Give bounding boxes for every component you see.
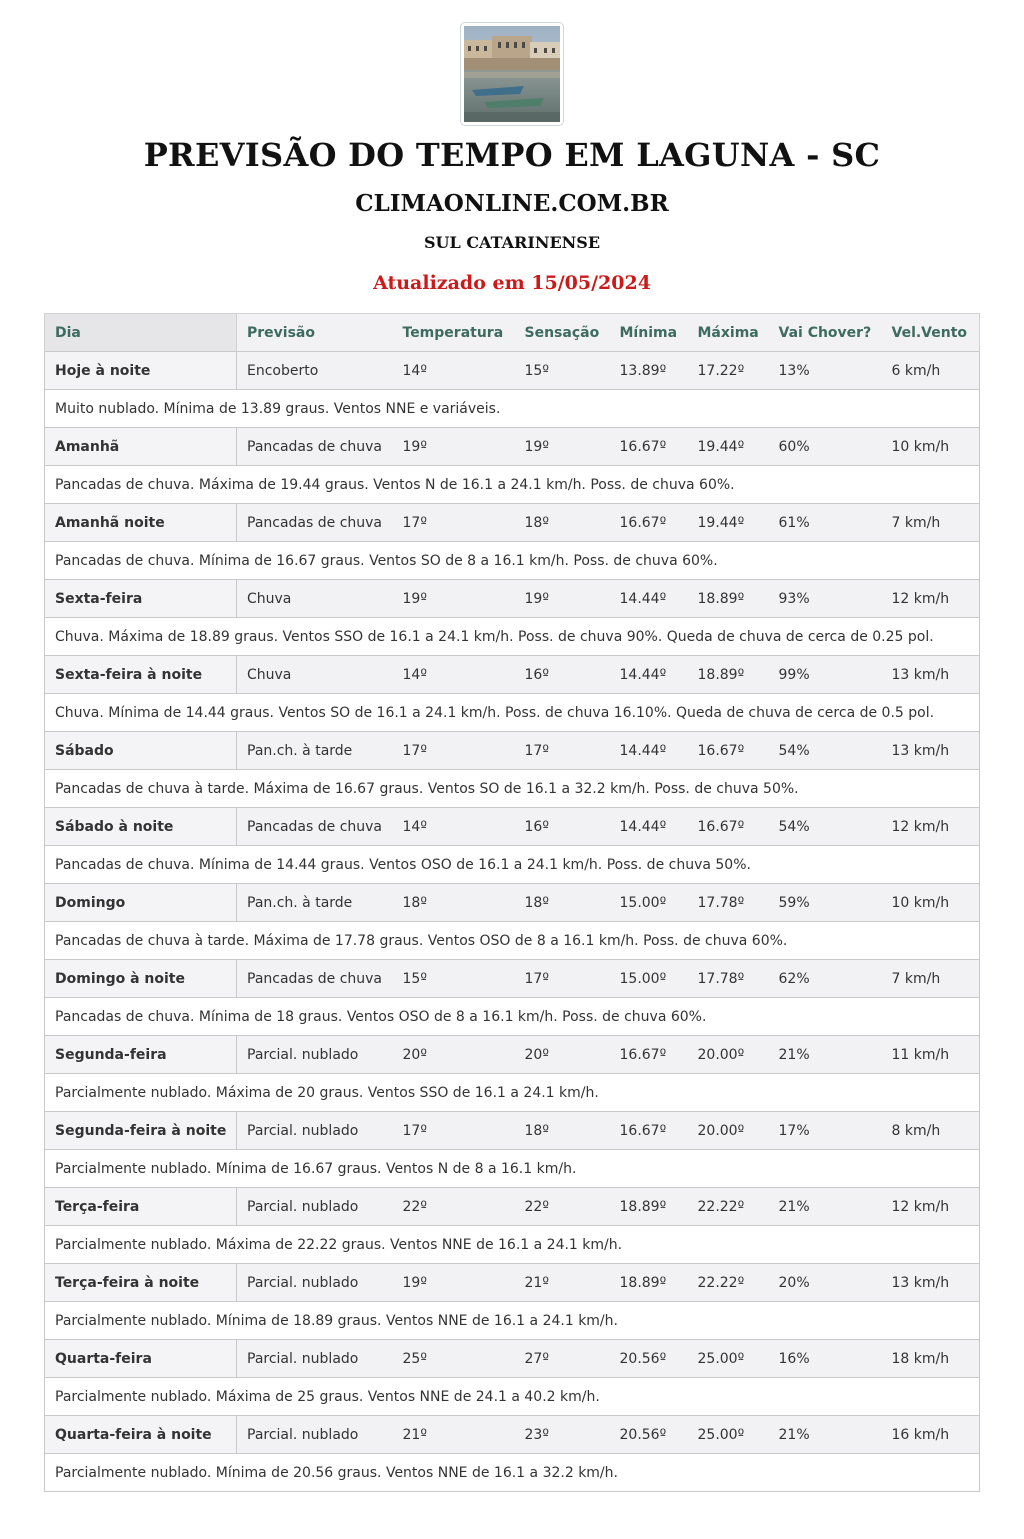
max-temp-cell: 18.89º — [688, 580, 769, 618]
max-temp-cell: 17.22º — [688, 352, 769, 390]
table-row — [45, 580, 980, 618]
col-header-minima: Mínima — [610, 314, 688, 352]
temperature-cell: 14º — [393, 352, 515, 390]
forecast-description: Pancadas de chuva. Mínima de 18 graus. Ventos OSO de 8 a 16.1 km/h. Poss. de chuva 60%. — [45, 998, 980, 1036]
temperature-cell: 17º — [393, 732, 515, 770]
day-cell: Sexta-feira à noite — [45, 656, 237, 694]
feels-like-cell: 27º — [515, 1340, 610, 1378]
table-row — [45, 884, 980, 922]
min-temp-cell: 20.56º — [610, 1340, 688, 1378]
harbor-image — [464, 26, 560, 122]
feels-like-cell: 18º — [515, 1112, 610, 1150]
max-temp-cell: 25.00º — [688, 1340, 769, 1378]
max-temp-cell: 19.44º — [688, 428, 769, 466]
forecast-cell: Pancadas de chuva — [237, 428, 393, 466]
temperature-cell: 20º — [393, 1036, 515, 1074]
forecast-description: Pancadas de chuva à tarde. Máxima de 17.78 graus. Ventos OSO de 8 a 16.1 km/h. Poss. de chuva 60%. — [45, 922, 980, 960]
feels-like-cell: 16º — [515, 808, 610, 846]
temperature-cell: 14º — [393, 656, 515, 694]
max-temp-cell: 18.89º — [688, 656, 769, 694]
day-cell: Sábado — [45, 732, 237, 770]
min-temp-cell: 18.89º — [610, 1188, 688, 1226]
description-row — [45, 1150, 980, 1188]
min-temp-cell: 14.44º — [610, 656, 688, 694]
forecast-cell: Chuva — [237, 656, 393, 694]
wind-speed-cell: 6 km/h — [882, 352, 980, 390]
temperature-cell: 19º — [393, 428, 515, 466]
day-cell: Quarta-feira — [45, 1340, 237, 1378]
forecast-description: Pancadas de chuva à tarde. Máxima de 16.67 graus. Ventos SO de 16.1 a 32.2 km/h. Poss. de chuva 50%. — [45, 770, 980, 808]
temperature-cell: 18º — [393, 884, 515, 922]
forecast-body — [45, 352, 980, 1492]
temperature-cell: 25º — [393, 1340, 515, 1378]
wind-speed-cell: 7 km/h — [882, 504, 980, 542]
rain-chance-cell: 54% — [769, 732, 882, 770]
forecast-description: Chuva. Mínima de 14.44 graus. Ventos SO de 16.1 a 24.1 km/h. Poss. de chuva 16.10%. Queda de chuva de cerca de 0.5 pol. — [45, 694, 980, 732]
temperature-cell: 19º — [393, 580, 515, 618]
site-name: CLIMAONLINE.COM.BR — [355, 190, 669, 217]
updated-date: Atualizado em 15/05/2024 — [373, 272, 651, 294]
temperature-cell: 17º — [393, 504, 515, 542]
day-cell: Sábado à noite — [45, 808, 237, 846]
max-temp-cell: 19.44º — [688, 504, 769, 542]
wind-speed-cell: 12 km/h — [882, 580, 980, 618]
max-temp-cell: 17.78º — [688, 884, 769, 922]
forecast-description: Parcialmente nublado. Máxima de 22.22 graus. Ventos NNE de 16.1 a 24.1 km/h. — [45, 1226, 980, 1264]
description-row — [45, 1454, 980, 1492]
wind-speed-cell: 13 km/h — [882, 1264, 980, 1302]
table-row — [45, 504, 980, 542]
table-row — [45, 1340, 980, 1378]
table-row — [45, 428, 980, 466]
feels-like-cell: 17º — [515, 960, 610, 998]
forecast-cell: Chuva — [237, 580, 393, 618]
table-row — [45, 732, 980, 770]
forecast-cell: Parcial. nublado — [237, 1112, 393, 1150]
wind-speed-cell: 8 km/h — [882, 1112, 980, 1150]
description-row — [45, 998, 980, 1036]
wind-speed-cell: 12 km/h — [882, 1188, 980, 1226]
table-row — [45, 1036, 980, 1074]
temperature-cell: 14º — [393, 808, 515, 846]
table-row — [45, 1264, 980, 1302]
col-header-sensacao: Sensação — [515, 314, 610, 352]
max-temp-cell: 20.00º — [688, 1112, 769, 1150]
rain-chance-cell: 60% — [769, 428, 882, 466]
forecast-cell: Pan.ch. à tarde — [237, 732, 393, 770]
description-row — [45, 466, 980, 504]
forecast-cell: Pancadas de chuva — [237, 504, 393, 542]
wind-speed-cell: 18 km/h — [882, 1340, 980, 1378]
min-temp-cell: 16.67º — [610, 504, 688, 542]
rain-chance-cell: 99% — [769, 656, 882, 694]
max-temp-cell: 17.78º — [688, 960, 769, 998]
city-photo — [460, 22, 564, 126]
rain-chance-cell: 62% — [769, 960, 882, 998]
description-row — [45, 1226, 980, 1264]
rain-chance-cell: 16% — [769, 1340, 882, 1378]
day-cell: Terça-feira à noite — [45, 1264, 237, 1302]
table-row — [45, 1188, 980, 1226]
min-temp-cell: 15.00º — [610, 884, 688, 922]
rain-chance-cell: 61% — [769, 504, 882, 542]
col-header-temperatura: Temperatura — [393, 314, 515, 352]
max-temp-cell: 22.22º — [688, 1264, 769, 1302]
rain-chance-cell: 13% — [769, 352, 882, 390]
forecast-description: Parcialmente nublado. Máxima de 25 graus. Ventos NNE de 24.1 a 40.2 km/h. — [45, 1378, 980, 1416]
temperature-cell: 17º — [393, 1112, 515, 1150]
description-row — [45, 1378, 980, 1416]
table-row — [45, 808, 980, 846]
forecast-description: Parcialmente nublado. Mínima de 20.56 graus. Ventos NNE de 16.1 a 32.2 km/h. — [45, 1454, 980, 1492]
feels-like-cell: 21º — [515, 1264, 610, 1302]
min-temp-cell: 20.56º — [610, 1416, 688, 1454]
feels-like-cell: 16º — [515, 656, 610, 694]
rain-chance-cell: 21% — [769, 1036, 882, 1074]
region-name: SUL CATARINENSE — [423, 233, 601, 252]
feels-like-cell: 23º — [515, 1416, 610, 1454]
rain-chance-cell: 93% — [769, 580, 882, 618]
feels-like-cell: 18º — [515, 884, 610, 922]
day-cell: Domingo — [45, 884, 237, 922]
forecast-description: Parcialmente nublado. Máxima de 20 graus. Ventos SSO de 16.1 a 24.1 km/h. — [45, 1074, 980, 1112]
forecast-description: Pancadas de chuva. Mínima de 14.44 graus. Ventos OSO de 16.1 a 24.1 km/h. Poss. de chuva 50%. — [45, 846, 980, 884]
forecast-description: Pancadas de chuva. Mínima de 16.67 graus. Ventos SO de 8 a 16.1 km/h. Poss. de chuva 60%. — [45, 542, 980, 580]
description-row — [45, 618, 980, 656]
feels-like-cell: 22º — [515, 1188, 610, 1226]
forecast-cell: Parcial. nublado — [237, 1188, 393, 1226]
feels-like-cell: 20º — [515, 1036, 610, 1074]
rain-chance-cell: 21% — [769, 1416, 882, 1454]
min-temp-cell: 16.67º — [610, 1036, 688, 1074]
min-temp-cell: 16.67º — [610, 1112, 688, 1150]
rain-chance-cell: 59% — [769, 884, 882, 922]
page-header — [0, 22, 1024, 297]
description-row — [45, 846, 980, 884]
min-temp-cell: 14.44º — [610, 808, 688, 846]
day-cell: Sexta-feira — [45, 580, 237, 618]
wind-speed-cell: 7 km/h — [882, 960, 980, 998]
wind-speed-cell: 16 km/h — [882, 1416, 980, 1454]
page-title: PREVISÃO DO TEMPO EM LAGUNA - SC — [143, 136, 881, 174]
feels-like-cell: 19º — [515, 580, 610, 618]
temperature-cell: 21º — [393, 1416, 515, 1454]
day-cell: Hoje à noite — [45, 352, 237, 390]
forecast-cell: Pan.ch. à tarde — [237, 884, 393, 922]
description-row — [45, 694, 980, 732]
description-row — [45, 770, 980, 808]
feels-like-cell: 17º — [515, 732, 610, 770]
rain-chance-cell: 21% — [769, 1188, 882, 1226]
forecast-cell: Parcial. nublado — [237, 1340, 393, 1378]
description-row — [45, 542, 980, 580]
min-temp-cell: 13.89º — [610, 352, 688, 390]
day-cell: Terça-feira — [45, 1188, 237, 1226]
col-header-vai-chover: Vai Chover? — [769, 314, 882, 352]
forecast-cell: Parcial. nublado — [237, 1264, 393, 1302]
col-header-vel-vento: Vel.Vento — [882, 314, 980, 352]
min-temp-cell: 15.00º — [610, 960, 688, 998]
description-row — [45, 1302, 980, 1340]
forecast-description: Muito nublado. Mínima de 13.89 graus. Ventos NNE e variáveis. — [45, 390, 980, 428]
table-row — [45, 1112, 980, 1150]
forecast-cell: Pancadas de chuva — [237, 808, 393, 846]
day-cell: Amanhã noite — [45, 504, 237, 542]
forecast-description: Parcialmente nublado. Mínima de 16.67 graus. Ventos N de 8 a 16.1 km/h. — [45, 1150, 980, 1188]
col-header-previsao: Previsão — [237, 314, 393, 352]
forecast-cell: Pancadas de chuva — [237, 960, 393, 998]
min-temp-cell: 14.44º — [610, 732, 688, 770]
wind-speed-cell: 12 km/h — [882, 808, 980, 846]
day-cell: Segunda-feira — [45, 1036, 237, 1074]
table-row — [45, 656, 980, 694]
table-row — [45, 352, 980, 390]
day-cell: Amanhã — [45, 428, 237, 466]
rain-chance-cell: 54% — [769, 808, 882, 846]
day-cell: Quarta-feira à noite — [45, 1416, 237, 1454]
col-header-dia: Dia — [45, 314, 237, 352]
rain-chance-cell: 20% — [769, 1264, 882, 1302]
max-temp-cell: 16.67º — [688, 808, 769, 846]
feels-like-cell: 15º — [515, 352, 610, 390]
max-temp-cell: 16.67º — [688, 732, 769, 770]
max-temp-cell: 20.00º — [688, 1036, 769, 1074]
forecast-description: Parcialmente nublado. Mínima de 18.89 graus. Ventos NNE de 16.1 a 24.1 km/h. — [45, 1302, 980, 1340]
rain-chance-cell: 17% — [769, 1112, 882, 1150]
forecast-cell: Encoberto — [237, 352, 393, 390]
forecast-description: Chuva. Máxima de 18.89 graus. Ventos SSO de 16.1 a 24.1 km/h. Poss. de chuva 90%. Queda de chuva de cerca de 0.25 pol. — [45, 618, 980, 656]
temperature-cell: 19º — [393, 1264, 515, 1302]
forecast-description: Pancadas de chuva. Máxima de 19.44 graus. Ventos N de 16.1 a 24.1 km/h. Poss. de chuva 60%. — [45, 466, 980, 504]
wind-speed-cell: 11 km/h — [882, 1036, 980, 1074]
temperature-cell: 22º — [393, 1188, 515, 1226]
wind-speed-cell: 10 km/h — [882, 428, 980, 466]
wind-speed-cell: 13 km/h — [882, 656, 980, 694]
col-header-maxima: Máxima — [688, 314, 769, 352]
description-row — [45, 1074, 980, 1112]
forecast-cell: Parcial. nublado — [237, 1036, 393, 1074]
temperature-cell: 15º — [393, 960, 515, 998]
feels-like-cell: 18º — [515, 504, 610, 542]
day-cell: Domingo à noite — [45, 960, 237, 998]
max-temp-cell: 22.22º — [688, 1188, 769, 1226]
min-temp-cell: 16.67º — [610, 428, 688, 466]
forecast-cell: Parcial. nublado — [237, 1416, 393, 1454]
description-row — [45, 922, 980, 960]
table-row — [45, 1416, 980, 1454]
min-temp-cell: 18.89º — [610, 1264, 688, 1302]
feels-like-cell: 19º — [515, 428, 610, 466]
table-header-row — [45, 314, 980, 352]
forecast-table — [44, 313, 980, 1492]
max-temp-cell: 25.00º — [688, 1416, 769, 1454]
description-row — [45, 390, 980, 428]
table-row — [45, 960, 980, 998]
day-cell: Segunda-feira à noite — [45, 1112, 237, 1150]
wind-speed-cell: 10 km/h — [882, 884, 980, 922]
wind-speed-cell: 13 km/h — [882, 732, 980, 770]
min-temp-cell: 14.44º — [610, 580, 688, 618]
